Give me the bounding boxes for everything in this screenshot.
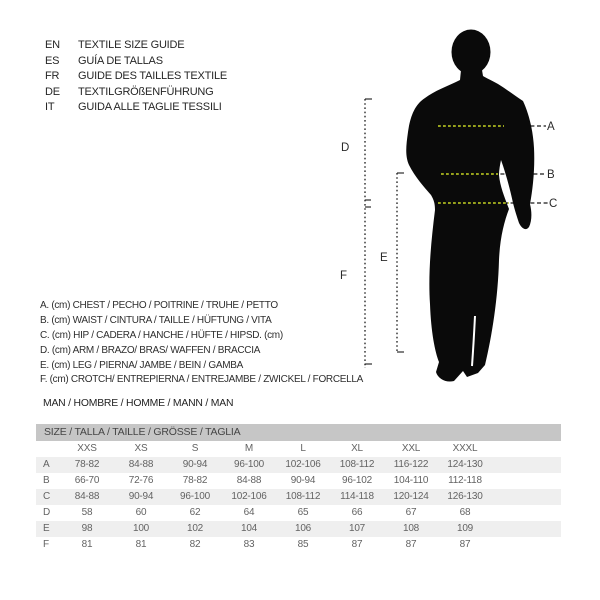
language-row bbox=[45, 69, 227, 85]
table-cell: 102-106 bbox=[231, 491, 267, 502]
silhouette-body bbox=[406, 70, 534, 382]
table-title-bar: SIZE / TALLA / TAILLE / GRÖSSE / TAGLIA bbox=[36, 424, 561, 441]
table-cell: 116-122 bbox=[393, 459, 429, 470]
language-row bbox=[45, 85, 227, 101]
table-cell: 100 bbox=[132, 523, 150, 534]
table-cell: 83 bbox=[243, 539, 255, 550]
table-cell: 120-124 bbox=[393, 491, 429, 502]
row-label: F bbox=[43, 539, 49, 550]
language-label: GUIDA ALLE TAGLIE TESSILI bbox=[78, 101, 222, 113]
size-header: XXL bbox=[401, 443, 421, 454]
language-code: EN bbox=[45, 39, 60, 51]
language-row bbox=[45, 38, 227, 54]
table-cell: 87 bbox=[405, 539, 417, 550]
figure-label-e: E bbox=[380, 252, 388, 264]
table-cell: 82 bbox=[189, 539, 201, 550]
table-cell: 90-94 bbox=[182, 459, 208, 470]
language-code: DE bbox=[45, 85, 60, 98]
table-cell: 108-112 bbox=[285, 491, 321, 502]
table-cell: 68 bbox=[459, 507, 471, 518]
table-cell: 85 bbox=[297, 539, 309, 550]
row-label: C bbox=[43, 491, 51, 502]
language-row bbox=[45, 100, 227, 116]
table-cell: 87 bbox=[459, 539, 471, 550]
measurement-legend bbox=[40, 299, 363, 388]
row-label: D bbox=[43, 507, 51, 518]
table-cell: 60 bbox=[135, 507, 147, 518]
table-cell: 124-130 bbox=[447, 459, 483, 470]
table-cell: 67 bbox=[405, 507, 417, 518]
silhouette bbox=[406, 30, 534, 382]
size-header: XXXL bbox=[452, 443, 478, 454]
table-cell: 64 bbox=[243, 507, 255, 518]
table-cell: 109 bbox=[456, 523, 474, 534]
table-cell: 72-76 bbox=[128, 475, 154, 486]
table-cell: 96-102 bbox=[342, 475, 372, 486]
table-cell: 90-94 bbox=[290, 475, 316, 486]
row-label: B bbox=[43, 475, 50, 486]
guide-ticks bbox=[365, 99, 404, 364]
legend-item-crotch: F. (cm) CROTCH/ ENTREPIERNA / ENTREJAMBE / ZWICKEL / FORCELLA bbox=[40, 374, 364, 386]
table-cell: 104 bbox=[240, 523, 258, 534]
row-label: E bbox=[43, 523, 50, 534]
language-list bbox=[45, 38, 227, 116]
figure-label-b: B bbox=[547, 169, 555, 181]
table-row bbox=[36, 537, 561, 553]
table-cell: 58 bbox=[81, 507, 93, 518]
figure-label-f: F bbox=[340, 270, 347, 282]
table-cell: 78-82 bbox=[74, 459, 100, 470]
table-cell: 66-70 bbox=[74, 475, 100, 486]
legend-item-hip: C. (cm) HIP / CADERA / HANCHE / HÜFTE / HIPSD. (cm) bbox=[40, 329, 283, 341]
legend-item-waist: B. (cm) WAIST / CINTURA / TAILLE / HÜFTUNG / VITA bbox=[40, 314, 272, 326]
size-header: XL bbox=[351, 443, 363, 454]
language-code: FR bbox=[45, 70, 60, 82]
table-cell: 78-82 bbox=[182, 475, 208, 486]
language-code: IT bbox=[45, 101, 55, 113]
size-header: XXS bbox=[77, 443, 97, 454]
table-cell: 81 bbox=[81, 539, 93, 550]
language-label: TEXTILGRÖßENFÜHRUNG bbox=[78, 85, 214, 98]
row-label bbox=[36, 441, 60, 457]
legend-item-arm: D. (cm) ARM / BRAZO/ BRAS/ WAFFEN / BRACCIA bbox=[40, 344, 261, 356]
size-header: S bbox=[191, 443, 199, 454]
table-cell: 108 bbox=[402, 523, 420, 534]
table-row bbox=[36, 489, 561, 505]
table-row bbox=[36, 473, 561, 489]
table-cell: 87 bbox=[351, 539, 363, 550]
size-header-row bbox=[36, 441, 561, 457]
table-cell: 98 bbox=[81, 523, 93, 534]
language-label: GUÍA DE TALLAS bbox=[78, 54, 163, 67]
language-label: TEXTILE SIZE GUIDE bbox=[78, 39, 185, 51]
table-cell: 84-88 bbox=[74, 491, 100, 502]
table-cell: 90-94 bbox=[128, 491, 154, 502]
language-label: GUIDE DES TAILLES TEXTILE bbox=[78, 70, 228, 82]
table-cell: 102-106 bbox=[285, 459, 321, 470]
size-table bbox=[36, 424, 561, 553]
category-line: MAN / HOMBRE / HOMME / MANN / MAN bbox=[43, 398, 234, 409]
table-cell: 106 bbox=[294, 523, 312, 534]
legend-item-leg: E. (cm) LEG / PIERNA/ JAMBE / BEIN / GAMBA bbox=[40, 359, 243, 371]
row-label: A bbox=[43, 459, 50, 470]
legend-item-chest: A. (cm) CHEST / PECHO / POITRINE / TRUHE / PETTO bbox=[40, 300, 278, 311]
table-row bbox=[36, 457, 561, 473]
table-cell: 65 bbox=[297, 507, 309, 518]
language-row bbox=[45, 54, 227, 70]
figure-label-a: A bbox=[547, 121, 555, 133]
table-cell: 84-88 bbox=[236, 475, 262, 486]
figure-label-d: D bbox=[341, 142, 350, 154]
table-cell: 108-112 bbox=[339, 459, 375, 470]
table-cell: 126-130 bbox=[447, 491, 483, 502]
size-header: L bbox=[300, 443, 306, 454]
table-cell: 62 bbox=[189, 507, 201, 518]
table-row bbox=[36, 505, 561, 521]
table-cell: 96-100 bbox=[234, 459, 264, 470]
table-cell: 104-110 bbox=[393, 475, 429, 486]
table-cell: 112-118 bbox=[448, 475, 482, 486]
table-cell: 84-88 bbox=[128, 459, 154, 470]
table-cell: 107 bbox=[348, 523, 366, 534]
table-row bbox=[36, 521, 561, 537]
table-cell: 114-118 bbox=[340, 491, 374, 502]
language-code: ES bbox=[45, 54, 60, 67]
size-header: M bbox=[244, 443, 254, 454]
table-cell: 66 bbox=[351, 507, 363, 518]
table-cell: 102 bbox=[186, 523, 204, 534]
table-cell: 96-100 bbox=[180, 491, 210, 502]
table-cell: 81 bbox=[135, 539, 147, 550]
guide-lines-vertical bbox=[365, 99, 397, 368]
size-header: XS bbox=[134, 443, 148, 454]
silhouette-head bbox=[452, 30, 491, 75]
figure-label-c: C bbox=[549, 198, 558, 210]
